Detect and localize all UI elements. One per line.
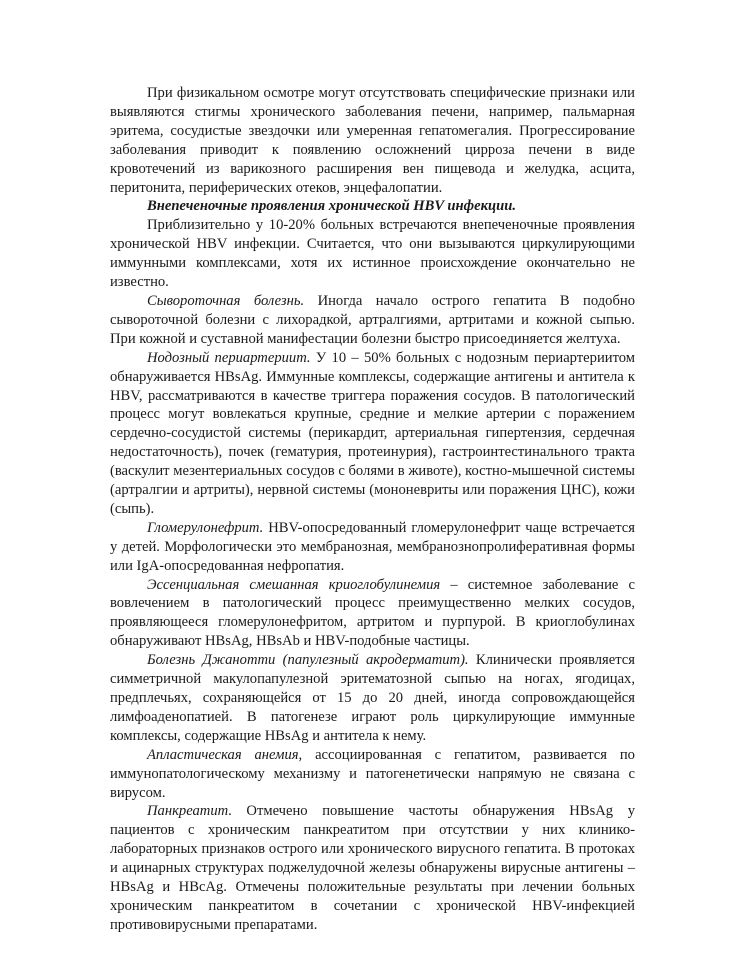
paragraph-pancreatitis <box>110 802 635 934</box>
paragraph-text: – системное заболевание с вовлечением в патологический процесс преимущественно мелких сосудов, проявляющееся гломерулонефритом, артритом и пурпурой. В криоглобулинах обнаруживают HBsAg, HBsAb и HBV-подобные частицы. <box>110 576 635 650</box>
paragraph-cryoglobulinemia <box>110 576 635 652</box>
paragraph-aplastic-anemia <box>110 746 635 803</box>
paragraph-text: HBV-опосредованный гломерулонефрит чаще встречается у детей. Морфологически это мембранозная, мембранознопролиферативная формы или IgA-опосредованная нефропатия. <box>110 519 635 574</box>
paragraph-text: Иногда начало острого гепатита В подобно сывороточной болезни с лихорадкой, артралгиями, артритами и кожной сыпью. При кожной и суставной манифестации болезни быстро присоединяется желтуха. <box>110 292 635 347</box>
paragraph-lead: Нодозный периартериит. <box>147 349 311 366</box>
section-heading: Внепеченочные проявления хронической HBV инфекции. <box>147 198 516 215</box>
paragraph-lead: Апластическая анемия, <box>147 746 303 763</box>
paragraph-text: . Отмечено повышение частоты обнаружения HBsAg у пациентов с хроническим панкреатитом при отсутствии у них клинико-лабораторных признаков острого или хронического вирусного гепатита. В протоках и ацинарных структурах поджелудочной железы обнаружены вирусные антигены – HBsAg и HBcAg. Отмечены положительные результаты при лечении больных хроническим панкреатитом в сочетании с хронической HBV-инфекцией противовирусными препаратами. <box>110 803 635 933</box>
paragraph-text: Клинически проявляется симметричной макулопапулезной эритематозной сыпью на ногах, ягодицах, предплечьях, сохраняющейся от 15 до 20 дней, иногда сопровождающейся лимфоаденопатией. В патогенезе играют роль циркулирующие иммунные комплексы, содержащие HBsAg и антитела к нему. <box>110 652 635 744</box>
paragraph-periarteritis <box>110 349 635 519</box>
paragraph-intro <box>110 216 635 292</box>
paragraph-lead: Панкреатит <box>147 803 229 820</box>
paragraph-physical-exam <box>110 84 635 197</box>
paragraph-gianotti <box>110 651 635 746</box>
paragraph-text: У 10 – 50% больных с нодозным периартериитом обнаруживается HBsAg. Иммунные комплексы, содержащие антигены и антитела к HBV, рассматриваются в качестве триггера поражения сосудов. В патологический процесс могут вовлекаться крупные, средние и мелкие артерии с поражением сердечно-сосудистой системы (перикардит, артериальная гипертензия, сердечная недостаточность), почек (гематурия, протеинурия), гастроинтестинального тракта (васкулит мезентериальных сосудов с болями в животе), костно-мышечной системы (артралгии и артриты), нервной системы (мононевриты или поражения ЦНС), кожи (сыпь). <box>110 349 636 517</box>
paragraph-text: ассоциированная с гепатитом, развивается по иммунопатологическому механизму и патогенетически напрямую не связана с вирусом. <box>110 746 635 801</box>
paragraph-text: При физикальном осмотре могут отсутствовать специфические признаки или выявляются стигмы хронического заболевания печени, например, пальмарная эритема, сосудистые звездочки или умеренная гепатомегалия. Прогрессирование заболевания приводит к появлению осложнений цирроза печени в виде кровотечений из варикозного расширения вен пищевода и желудка, асцита, перитонита, периферических отеков, энцефалопатии. <box>110 85 635 196</box>
paragraph-glomerulonephritis <box>110 519 635 576</box>
paragraph-serum-sickness <box>110 292 635 349</box>
paragraph-lead: Сывороточная болезнь. <box>147 292 305 309</box>
paragraph-text: Приблизительно у 10-20% больных встречаются внепеченочные проявления хронической HBV инфекции. Считается, что они вызываются циркулирующими иммунными комплексами, хотя их истинное происхождение окончательно не известно. <box>110 217 635 291</box>
paragraph-lead: Болезнь Джанотти (папулезный акродерматит). <box>147 652 469 669</box>
paragraph-lead: Гломерулонефрит. <box>147 519 264 536</box>
paragraph-lead: Эссенциальная смешанная криоглобулинемия <box>147 576 441 593</box>
